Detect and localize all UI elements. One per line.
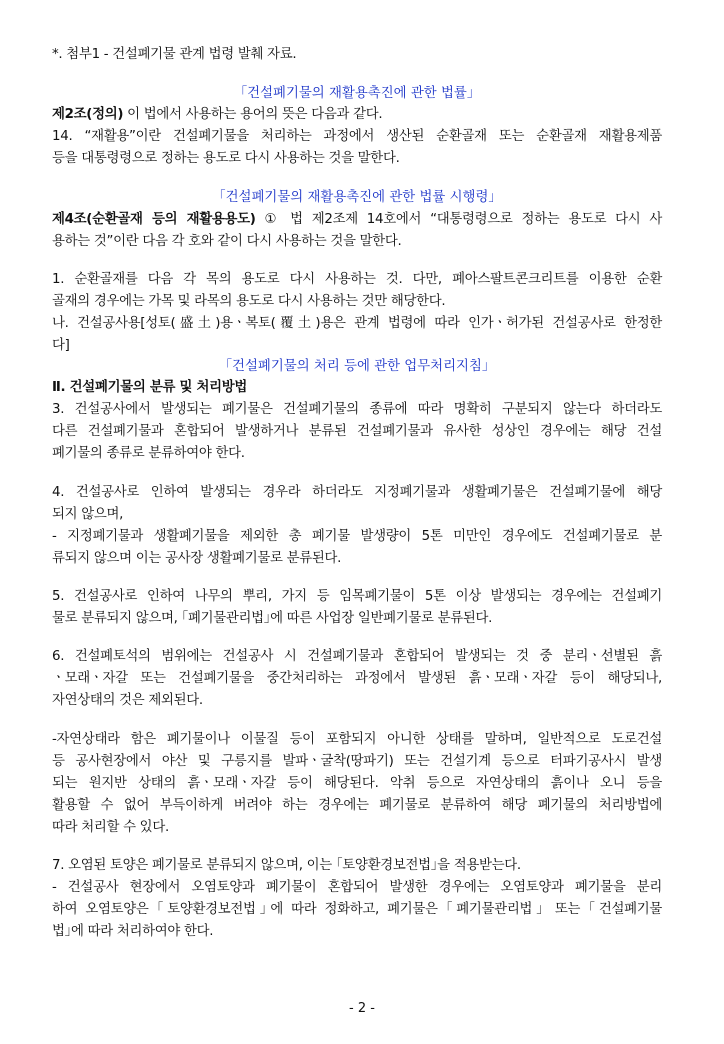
law-heading-1: ｢건설폐기물의 재활용촉진에 관한 법률｣: [240, 86, 474, 101]
paragraph-6-line-3: 자연상태의 것은 제외된다.: [52, 693, 203, 708]
paragraph-6b-line-3: 되는 원지반 상태의 흙ㆍ모래ㆍ자갈 등이 해당된다. 악취 등으로 자연상태의 흙이나 오니 등을: [52, 776, 662, 791]
paragraph-6-line-2: ㆍ모래ㆍ자갈 또는 건설폐기물을 중간처리하는 과정에서 발생된 흙ㆍ모래ㆍ자갈 등이 해당되나,: [52, 671, 662, 686]
article-2-text: 이 법에서 사용하는 용어의 뜻은 다음과 같다.: [123, 107, 383, 122]
paragraph-4-line-3: - 지정폐기물과 생활폐기물을 제외한 총 폐기물 발생량이 5톤 미만인 경우에도 건설폐기물로 분: [52, 529, 662, 544]
paragraph-4-line-1: 4. 건설공사로 인하여 발생되는 경우라 하더라도 지정폐기물과 생활폐기물은 건설폐기물에 해당: [52, 485, 662, 500]
article-2-label: 제2조(정의): [52, 107, 124, 122]
attachment-note: *. 첨부1 - 건설폐기물 관계 법령 발췌 자료.: [52, 47, 297, 62]
paragraph-5-line-1: 5. 건설공사로 인하여 나무의 뿌리, 가지 등 임목폐기물이 5톤 이상 발생되는 경우에는 건설폐기: [52, 589, 662, 604]
article-4-item-1: 1. 순환골재를 다음 각 목의 용도로 다시 사용하는 것. 다만, 폐아스팔트콘크리트를 이용한 순환: [52, 272, 662, 287]
article-4-line: [52, 209, 662, 231]
page-number: - 2 -: [349, 1001, 375, 1016]
paragraph-7-line-2: - 건설공사 현장에서 오염토양과 폐기물이 혼합되어 발생한 경우에는 오염토양과 폐기물을 분리: [52, 880, 662, 895]
article-2-item-14: 14. “재활용”이란 건설폐기물을 처리하는 과정에서 생산된 순환골재 또는 순환골재 재활용제품: [52, 129, 662, 144]
paragraph-7-line-3: 하여 오염토양은 ｢토양환경보전법｣에 따라 정화하고, 폐기물은 ｢폐기물관리법｣ 또는 ｢건설폐기물: [52, 902, 662, 917]
paragraph-3-line-2: 다른 건설폐기물과 혼합되어 발생하거나 분류된 건설폐기물과 유사한 성상인 경우에는 해당 건설: [52, 424, 662, 439]
paragraph-7-line-4: 법｣에 따라 처리하여야 한다.: [52, 924, 214, 939]
article-4-item-1-cont: 골재의 경우에는 가목 및 라목의 용도로 다시 사용하는 것만 해당한다.: [52, 294, 446, 309]
paragraph-6-line-1: 6. 건설폐토석의 범위에는 건설공사 시 건설폐기물과 혼합되어 발생되는 것 중 분리ㆍ선별된 흙: [52, 649, 662, 664]
article-4-item-na: 나. 건설공사용[성토(盛土)용ㆍ복토(覆土)용은 관계 법령에 따라 인가ㆍ허가된 건설공사로 한정한: [52, 316, 662, 331]
article-2-item-14-cont: 등을 대통령령으로 정하는 용도로 다시 사용하는 것을 말한다.: [52, 151, 400, 166]
paragraph-5-line-2: 물로 분류되지 않으며, ｢폐기물관리법｣에 따른 사업장 일반폐기물로 분류된다.: [52, 611, 493, 626]
paragraph-6b-line-2: 등 공사현장에서 야산 및 구릉지를 발파ㆍ굴착(땅파기) 또는 건설기계 등으로 터파기공사시 발생: [52, 754, 662, 769]
article-4-text: ① 법 제2조제 14호에서 “대통령령으로 정하는 용도로 다시 사: [255, 212, 662, 227]
paragraph-7-line-1: 7. 오염된 토양은 폐기물로 분류되지 않으며, 이는 ｢토양환경보전법｣을 적용받는다.: [52, 858, 521, 873]
article-4-text-cont: 용하는 것”이란 다음 각 호와 같이 다시 사용하는 것을 말한다.: [52, 234, 402, 249]
paragraph-4-line-2: 되지 않으며,: [52, 507, 124, 522]
article-2-line: [52, 104, 382, 126]
paragraph-6b-line-4: 활용할 수 없어 부득이하게 버려야 하는 경우에는 폐기물로 분류하여 해당 폐기물의 처리방법에: [52, 798, 662, 813]
article-4-item-na-cont: 다]: [52, 338, 70, 353]
paragraph-6b-line-1: -자연상태라 함은 폐기물이나 이물질 등이 포함되지 아니한 상태를 말하며, 일반적으로 도로건설: [52, 732, 662, 747]
paragraph-6b-line-5: 따라 처리할 수 있다.: [52, 820, 169, 835]
paragraph-3-line-3: 폐기물의 종류로 분류하여야 한다.: [52, 446, 245, 461]
paragraph-4-line-4: 류되지 않으며 이는 공사장 생활폐기물로 분류된다.: [52, 551, 342, 566]
law-heading-2: ｢건설폐기물의 재활용촉진에 관한 법률 시행령｣: [218, 190, 496, 205]
law-heading-3: ｢건설폐기물의 처리 등에 관한 업무처리지침｣: [225, 359, 489, 374]
article-4-label: 제4조(순환골재 등의 재활용용도): [52, 212, 256, 227]
paragraph-3-line-1: 3. 건설공사에서 발생되는 폐기물은 건설폐기물의 종류에 따라 명확히 구분되지 않는다 하더라도: [52, 402, 662, 417]
section-ii-title: Ⅱ. 건설폐기물의 분류 및 처리방법: [52, 380, 248, 395]
